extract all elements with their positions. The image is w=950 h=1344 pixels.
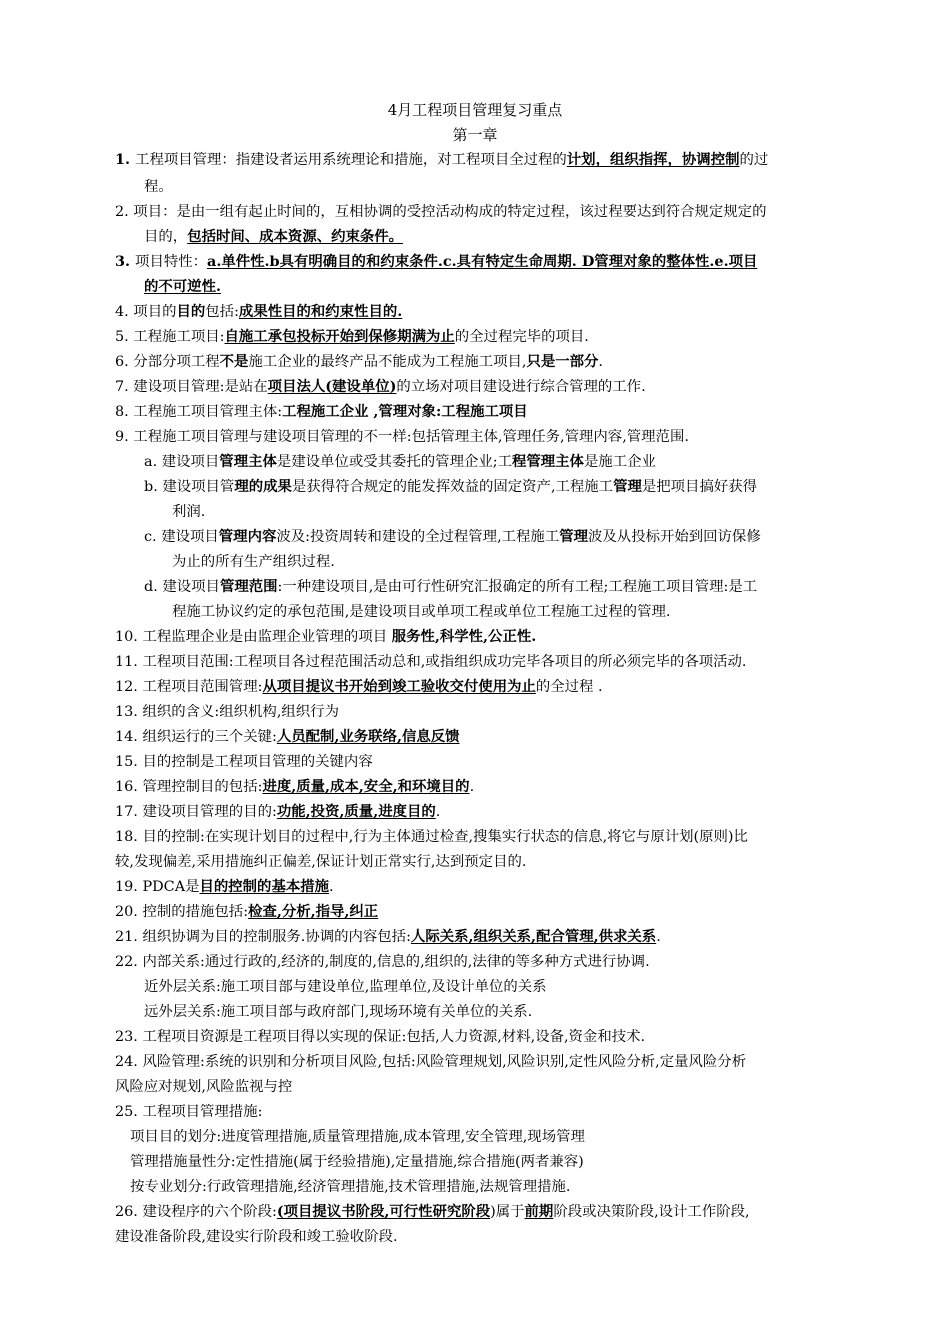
text-line (115, 1050, 746, 1074)
text-segment: 13. 组织的含义:组织机构,组织行为 (115, 704, 339, 720)
text-line (115, 375, 646, 399)
text-segment: 5. 工程施工项目: (115, 329, 225, 345)
emphasis-text: 检查,分析,指导,纠正 (248, 903, 379, 920)
emphasis-text: a.单件性.b具有明确目的和约束条件.c.具有特定生命周期. D管理对象的整体性.e.项目 (207, 253, 758, 270)
text-line (115, 750, 373, 774)
text-line (144, 225, 403, 249)
emphasis-text: 人际关系,组织关系,配合管理,供求关系 (410, 928, 657, 945)
emphasis-text: 成果性目的和约束性目的. (238, 303, 403, 320)
text-segment: 9. 工程施工项目管理与建设项目管理的不一样:包括管理主体,管理任务,管理内容,管理范围. (115, 429, 689, 445)
text-segment: 19. PDCA是 (115, 879, 200, 895)
text-line (144, 975, 547, 999)
text-line (115, 1200, 750, 1224)
emphasis-text: 服务性,科学性,公正性. (391, 628, 537, 645)
emphasis-text: 目的 (176, 303, 206, 320)
text-segment: 风险应对规划,风险监视与控 (115, 1079, 293, 1095)
emphasis-text: (项目提议书阶段,可行性研究阶段 (276, 1203, 491, 1220)
text-line (172, 600, 670, 624)
text-segment: 是施工企业 (583, 454, 656, 470)
text-segment: 是把项目搞好获得 (641, 479, 758, 495)
text-line (115, 725, 460, 749)
text-segment: 波及:投资周转和建设的全过程管理,工程施工 (276, 529, 560, 545)
text-line (115, 250, 757, 274)
text-line (130, 1125, 585, 1149)
text-segment: . (469, 779, 475, 795)
text-line (144, 275, 221, 299)
text-line (115, 625, 536, 649)
text-segment: 按专业划分:行政管理措施,经济管理措施,技术管理措施,法规管理措施. (130, 1179, 571, 1195)
text-line (144, 475, 757, 499)
text-line (172, 500, 205, 524)
text-segment: 程施工协议约定的承包范围,是建设项目或单项工程或单位工程施工过程的管理. (172, 604, 671, 620)
emphasis-text: 只是一部分 (526, 353, 599, 370)
text-segment: 的过 (739, 152, 769, 168)
text-segment: . (435, 804, 441, 820)
text-segment: 较,发现偏差,采用措施纠正偏差,保证计划正常实行,达到预定目的. (115, 854, 527, 870)
emphasis-text: 管理 (613, 478, 642, 495)
text-segment: 远外层关系:施工项目部与政府部门,现场环境有关单位的关系. (144, 1004, 533, 1020)
text-segment: 8. 工程施工项目管理主体: (115, 404, 283, 420)
emphasis-text: 包括时间、成本资源、约束条件。 (187, 228, 404, 245)
text-segment: 21. 组织协调为目的控制服务.协调的内容包括: (115, 929, 411, 945)
text-segment: 施工企业的最终产品不能成为工程施工项目, (248, 354, 527, 370)
text-line (115, 1025, 645, 1049)
text-segment: d. 建设项目 (144, 579, 220, 595)
text-segment: 是建设单位或受其委托的管理企业;工 (276, 454, 512, 470)
emphasis-text: 管理范围 (219, 578, 278, 595)
text-segment: 利润. (172, 504, 206, 520)
emphasis-text: 人员配制,业务联络,信息反馈 (276, 728, 460, 745)
text-segment: 的立场对项目建设进行综合管理的工作. (396, 379, 646, 395)
text-segment: a. 建设项目 (144, 454, 220, 470)
emphasis-text: 自施工承包投标开始到保修期满为止 (224, 328, 455, 345)
text-segment: 工程项目管理：指建设者运用系统理论和措施，对工程项目全过程的 (135, 152, 567, 168)
text-segment: 23. 工程项目资源是工程项目得以实现的保证:包括,人力资源,材料,设备,资金和技术. (115, 1029, 646, 1045)
text-segment: 管理措施量性分:定性措施(属于经验措施),定量措施,综合措施(两者兼容) (130, 1154, 584, 1170)
text-segment: . (656, 929, 661, 945)
text-segment: )属于 (490, 1204, 525, 1220)
text-line (115, 950, 650, 974)
emphasis-text: 的不可逆性. (144, 278, 221, 295)
text-segment: :一种建设项目,是由可行性研究汇报确定的所有工程;工程施工项目管理:是工 (277, 579, 758, 595)
text-line (115, 800, 440, 824)
text-segment: . (329, 879, 334, 895)
text-line (130, 1175, 570, 1199)
emphasis-text: 理的成果 (234, 478, 292, 495)
text-line (115, 300, 402, 324)
text-line (115, 400, 528, 424)
emphasis-text: 从项目提议书开始到竣工验收交付使用为止 (262, 678, 536, 695)
text-segment: 包括: (205, 304, 239, 320)
text-segment: 6. 分部分项工程 (115, 354, 220, 370)
text-segment: 11. 工程项目范围:工程项目各过程范围活动总和,或指组织成功完毕各项目的所必须完毕的各项活动. (115, 654, 747, 670)
emphasis-text: 计划，组织指挥，协调控制 (566, 151, 740, 168)
text-segment: 项目目的划分:进度管理措施,质量管理措施,成本管理,安全管理,现场管理 (130, 1129, 585, 1145)
text-line (115, 925, 661, 949)
text-line (115, 1100, 262, 1124)
text-segment: 项目特性： (135, 254, 208, 270)
text-line (144, 525, 761, 549)
emphasis-text: 3. (115, 253, 136, 270)
emphasis-text: 管理 (559, 528, 589, 545)
text-segment: 24. 风险管理:系统的识别和分析项目风险,包括:风险管理规划,风险识别,定性风险分析,定量风险分析 (115, 1054, 747, 1070)
text-segment: 4. 项目的 (115, 304, 177, 320)
text-segment: 25. 工程项目管理措施: (115, 1104, 263, 1120)
text-segment: 18. 目的控制:在实现计划目的过程中,行为主体通过检查,搜集实行状态的信息,将它与原计划(原则)比 (115, 829, 748, 845)
text-line (115, 775, 474, 799)
text-segment: 近外层关系:施工项目部与建设单位,监理单位,及设计单位的关系 (144, 979, 547, 995)
text-segment: 22. 内部关系:通过行政的,经济的,制度的,信息的,组织的,法律的等多种方式进行协调. (115, 954, 650, 970)
text-line (115, 325, 589, 349)
text-line (115, 200, 767, 224)
emphasis-text: 前期 (524, 1203, 554, 1220)
chapter-heading: 第一章 (452, 126, 498, 144)
text-line (130, 1150, 584, 1174)
emphasis-text: 管理主体 (219, 453, 277, 470)
text-line (115, 850, 526, 874)
text-segment: 10. 工程监理企业是由监理企业管理的项目 (115, 629, 392, 645)
text-segment: 的全过程 . (535, 679, 603, 695)
text-segment: 17. 建设项目管理的目的: (115, 804, 277, 820)
text-line (144, 450, 656, 474)
text-segment: 为止的所有生产组织过程. (172, 554, 335, 570)
text-segment: 7. 建设项目管理:是站在 (115, 379, 268, 395)
text-line (172, 550, 335, 574)
text-segment: . (598, 354, 603, 370)
text-line (115, 650, 746, 674)
text-line (115, 900, 378, 924)
text-segment: 建设准备阶段,建设实行阶段和竣工验收阶段. (115, 1229, 398, 1245)
text-segment: b. 建设项目管 (144, 479, 235, 495)
text-segment: 波及从投标开始到回访保修 (588, 529, 761, 545)
text-segment: 的全过程完毕的项目. (454, 329, 589, 345)
emphasis-text: 管理内容 (218, 528, 277, 545)
emphasis-text: 功能,投资,质量,进度目的 (276, 803, 436, 820)
text-segment: 16. 管理控制目的包括: (115, 779, 263, 795)
text-segment: 是获得符合规定的能发挥效益的固定资产,工程施工 (291, 479, 614, 495)
emphasis-text: 程管理主体 (511, 453, 584, 470)
text-segment: 目的， (144, 229, 188, 245)
emphasis-text: 项目法人(建设单位) (267, 378, 397, 395)
text-segment: 12. 工程项目范围管理: (115, 679, 263, 695)
text-segment: 15. 目的控制是工程项目管理的关键内容 (115, 754, 373, 770)
text-line (144, 1000, 532, 1024)
emphasis-text: 1. (115, 151, 136, 168)
text-line (115, 1225, 398, 1249)
text-segment: 阶段或决策阶段,设计工作阶段, (553, 1204, 750, 1220)
emphasis-text: 目的控制的基本措施 (199, 878, 330, 895)
text-line (115, 350, 603, 374)
text-line (115, 700, 339, 724)
text-segment: 程。 (144, 179, 173, 195)
text-line (115, 425, 689, 449)
text-segment: 20. 控制的措施包括: (115, 904, 249, 920)
text-segment: 2. 项目：是由一组有起止时间的，互相协调的受控活动构成的特定过程，该过程要达到符合规定规定的 (115, 204, 767, 220)
text-line (144, 575, 757, 599)
text-line (144, 175, 173, 199)
text-segment: 14. 组织运行的三个关键: (115, 729, 277, 745)
text-line (115, 1075, 292, 1099)
text-line (115, 875, 334, 899)
page-title: 4月工程项目管理复习重点 (387, 101, 563, 119)
emphasis-text: 工程施工企业 ,管理对象:工程施工项目 (282, 403, 528, 420)
text-line (115, 675, 603, 699)
text-line (115, 148, 768, 172)
text-segment: c. 建设项目 (144, 529, 219, 545)
emphasis-text: 不是 (219, 353, 249, 370)
text-line (115, 825, 748, 849)
text-segment: 26. 建设程序的六个阶段: (115, 1204, 277, 1220)
emphasis-text: 进度,质量,成本,安全,和环境目的 (262, 778, 470, 795)
